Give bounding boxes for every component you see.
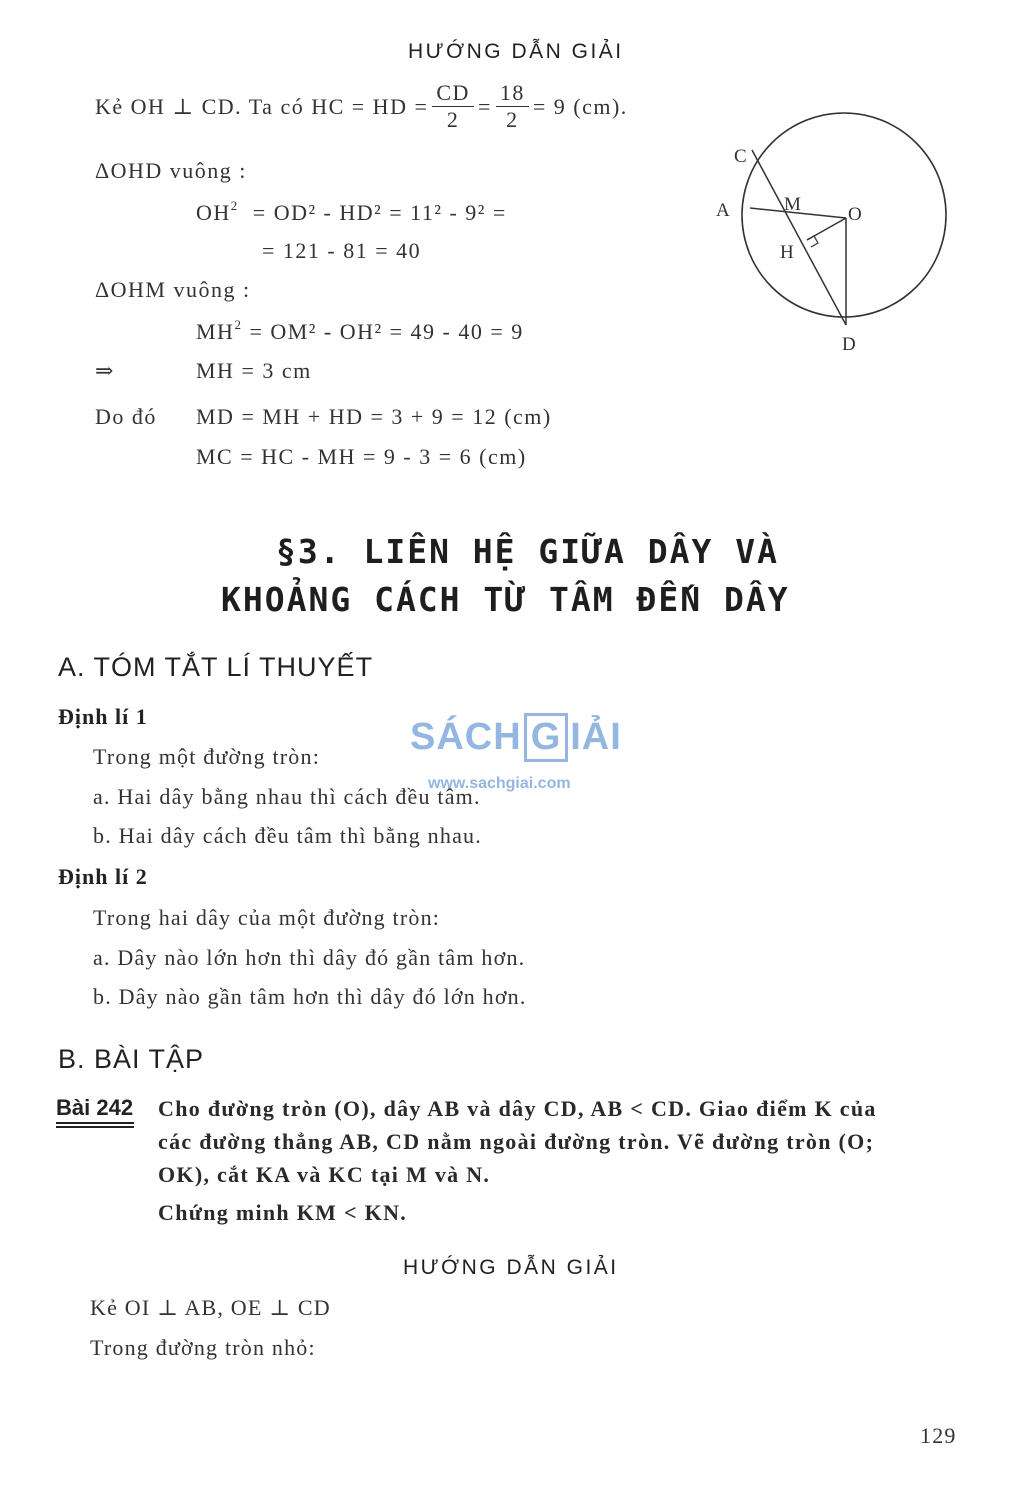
label-a: A	[716, 200, 730, 221]
mh-squared-equation: $MH^2 = OM^2 - OH^2 = 49 - 40 = 9$	[196, 317, 524, 344]
exercise-underline-bottom	[56, 1126, 134, 1128]
label-h: H	[780, 242, 794, 263]
theorem-1-intro: Trong một đường tròn:	[93, 744, 321, 769]
solution-2-line-2: Trong đường tròn nhỏ:	[90, 1335, 316, 1360]
exercise-line-1: Cho đường tròn (O), dây AB và dây CD, AB < CD. Giao điểm K của	[158, 1096, 877, 1121]
theorem-2-item-a: a. Dây nào lớn hơn thì dây đó gần tâm hơn.	[93, 945, 526, 970]
exercise-line-4: Chứng minh KM < KN.	[158, 1200, 408, 1225]
section-title-line-1: §3. LIÊN HỆ GIỮA DÂY VÀ	[276, 532, 779, 571]
watermark-url: www.sachgiai.com	[428, 775, 571, 792]
md-equation: MD = MH + HD = 3 + 9 = 12 (cm)	[196, 404, 552, 429]
triangle-ohm-label: ΔOHM vuông :	[95, 277, 251, 302]
oh-squared-equation: $OH^2 = OD^2 - HD^2 = 11^2 - 9^2$ =	[196, 198, 507, 225]
theorem-2-title: Định lí 2	[58, 864, 148, 889]
line-prefix: Kẻ OH ⊥ CD. Ta có HC = HD =	[95, 93, 429, 119]
label-o: O	[848, 204, 862, 225]
page-number: 129	[920, 1423, 957, 1448]
part-b-heading: B. BÀI TẬP	[58, 1044, 205, 1074]
part-a-heading: A. TÓM TẮT LÍ THUYẾT	[58, 652, 374, 682]
triangle-ohd-label: ΔOHD vuông :	[95, 158, 247, 183]
oh-perpendicular-line: Kẻ OH ⊥ CD. Ta có HC = HD = $\frac{CD}{2}$ = $\frac{18}{2}$ = 9 (cm).	[95, 80, 628, 132]
solution-2-line-1: Kẻ OI ⊥ AB, OE ⊥ CD	[90, 1295, 331, 1320]
section-title-line-2: KHOẢNG CÁCH TỪ TÂM ĐẾN DÂY	[221, 580, 790, 619]
watermark-logo: SÁCH G IẢI	[410, 713, 622, 762]
theorem-1-item-b: b. Hai dây cách đều tâm thì bằng nhau.	[93, 823, 482, 848]
mc-equation: MC = HC - MH = 9 - 3 = 6 (cm)	[196, 444, 527, 469]
exercise-line-2: các đường thẳng AB, CD nằm ngoài đường tròn. Vẽ đường tròn (O;	[158, 1129, 875, 1154]
implies-arrow: ⇒	[95, 358, 115, 383]
exercise-label: Bài 242	[56, 1095, 134, 1120]
solution-header-2: HƯỚNG DẪN GIẢI	[403, 1256, 619, 1279]
theorem-2-item-b: b. Dây nào gần tâm hơn thì dây đó lớn hơn.	[93, 984, 527, 1009]
exercise-line-3: OK), cắt KA và KC tại M và N.	[158, 1162, 491, 1187]
mh-value: MH = 3 cm	[196, 358, 312, 383]
fraction-cd-over-2: $\frac{CD}{2}$	[432, 80, 474, 133]
therefore-label: Do đó	[95, 404, 157, 429]
exercise-underline-top	[56, 1122, 134, 1124]
theorem-2-intro: Trong hai dây của một đường tròn:	[93, 905, 441, 930]
label-c: C	[734, 146, 747, 167]
fraction-18-over-2: $\frac{18}{2}$	[496, 80, 529, 133]
label-m: M	[784, 194, 801, 215]
chord-cd	[752, 150, 846, 325]
oh-squared-result: = 121 - 81 = 40	[262, 238, 422, 263]
label-d: D	[842, 334, 856, 355]
solution-header: HƯỚNG DẪN GIẢI	[408, 40, 624, 63]
theorem-1-item-a: a. Hai dây bằng nhau thì cách đều tâm.	[93, 784, 481, 809]
theorem-1-title: Định lí 1	[58, 704, 148, 729]
circle-figure	[700, 110, 970, 360]
circle-o	[742, 113, 946, 317]
